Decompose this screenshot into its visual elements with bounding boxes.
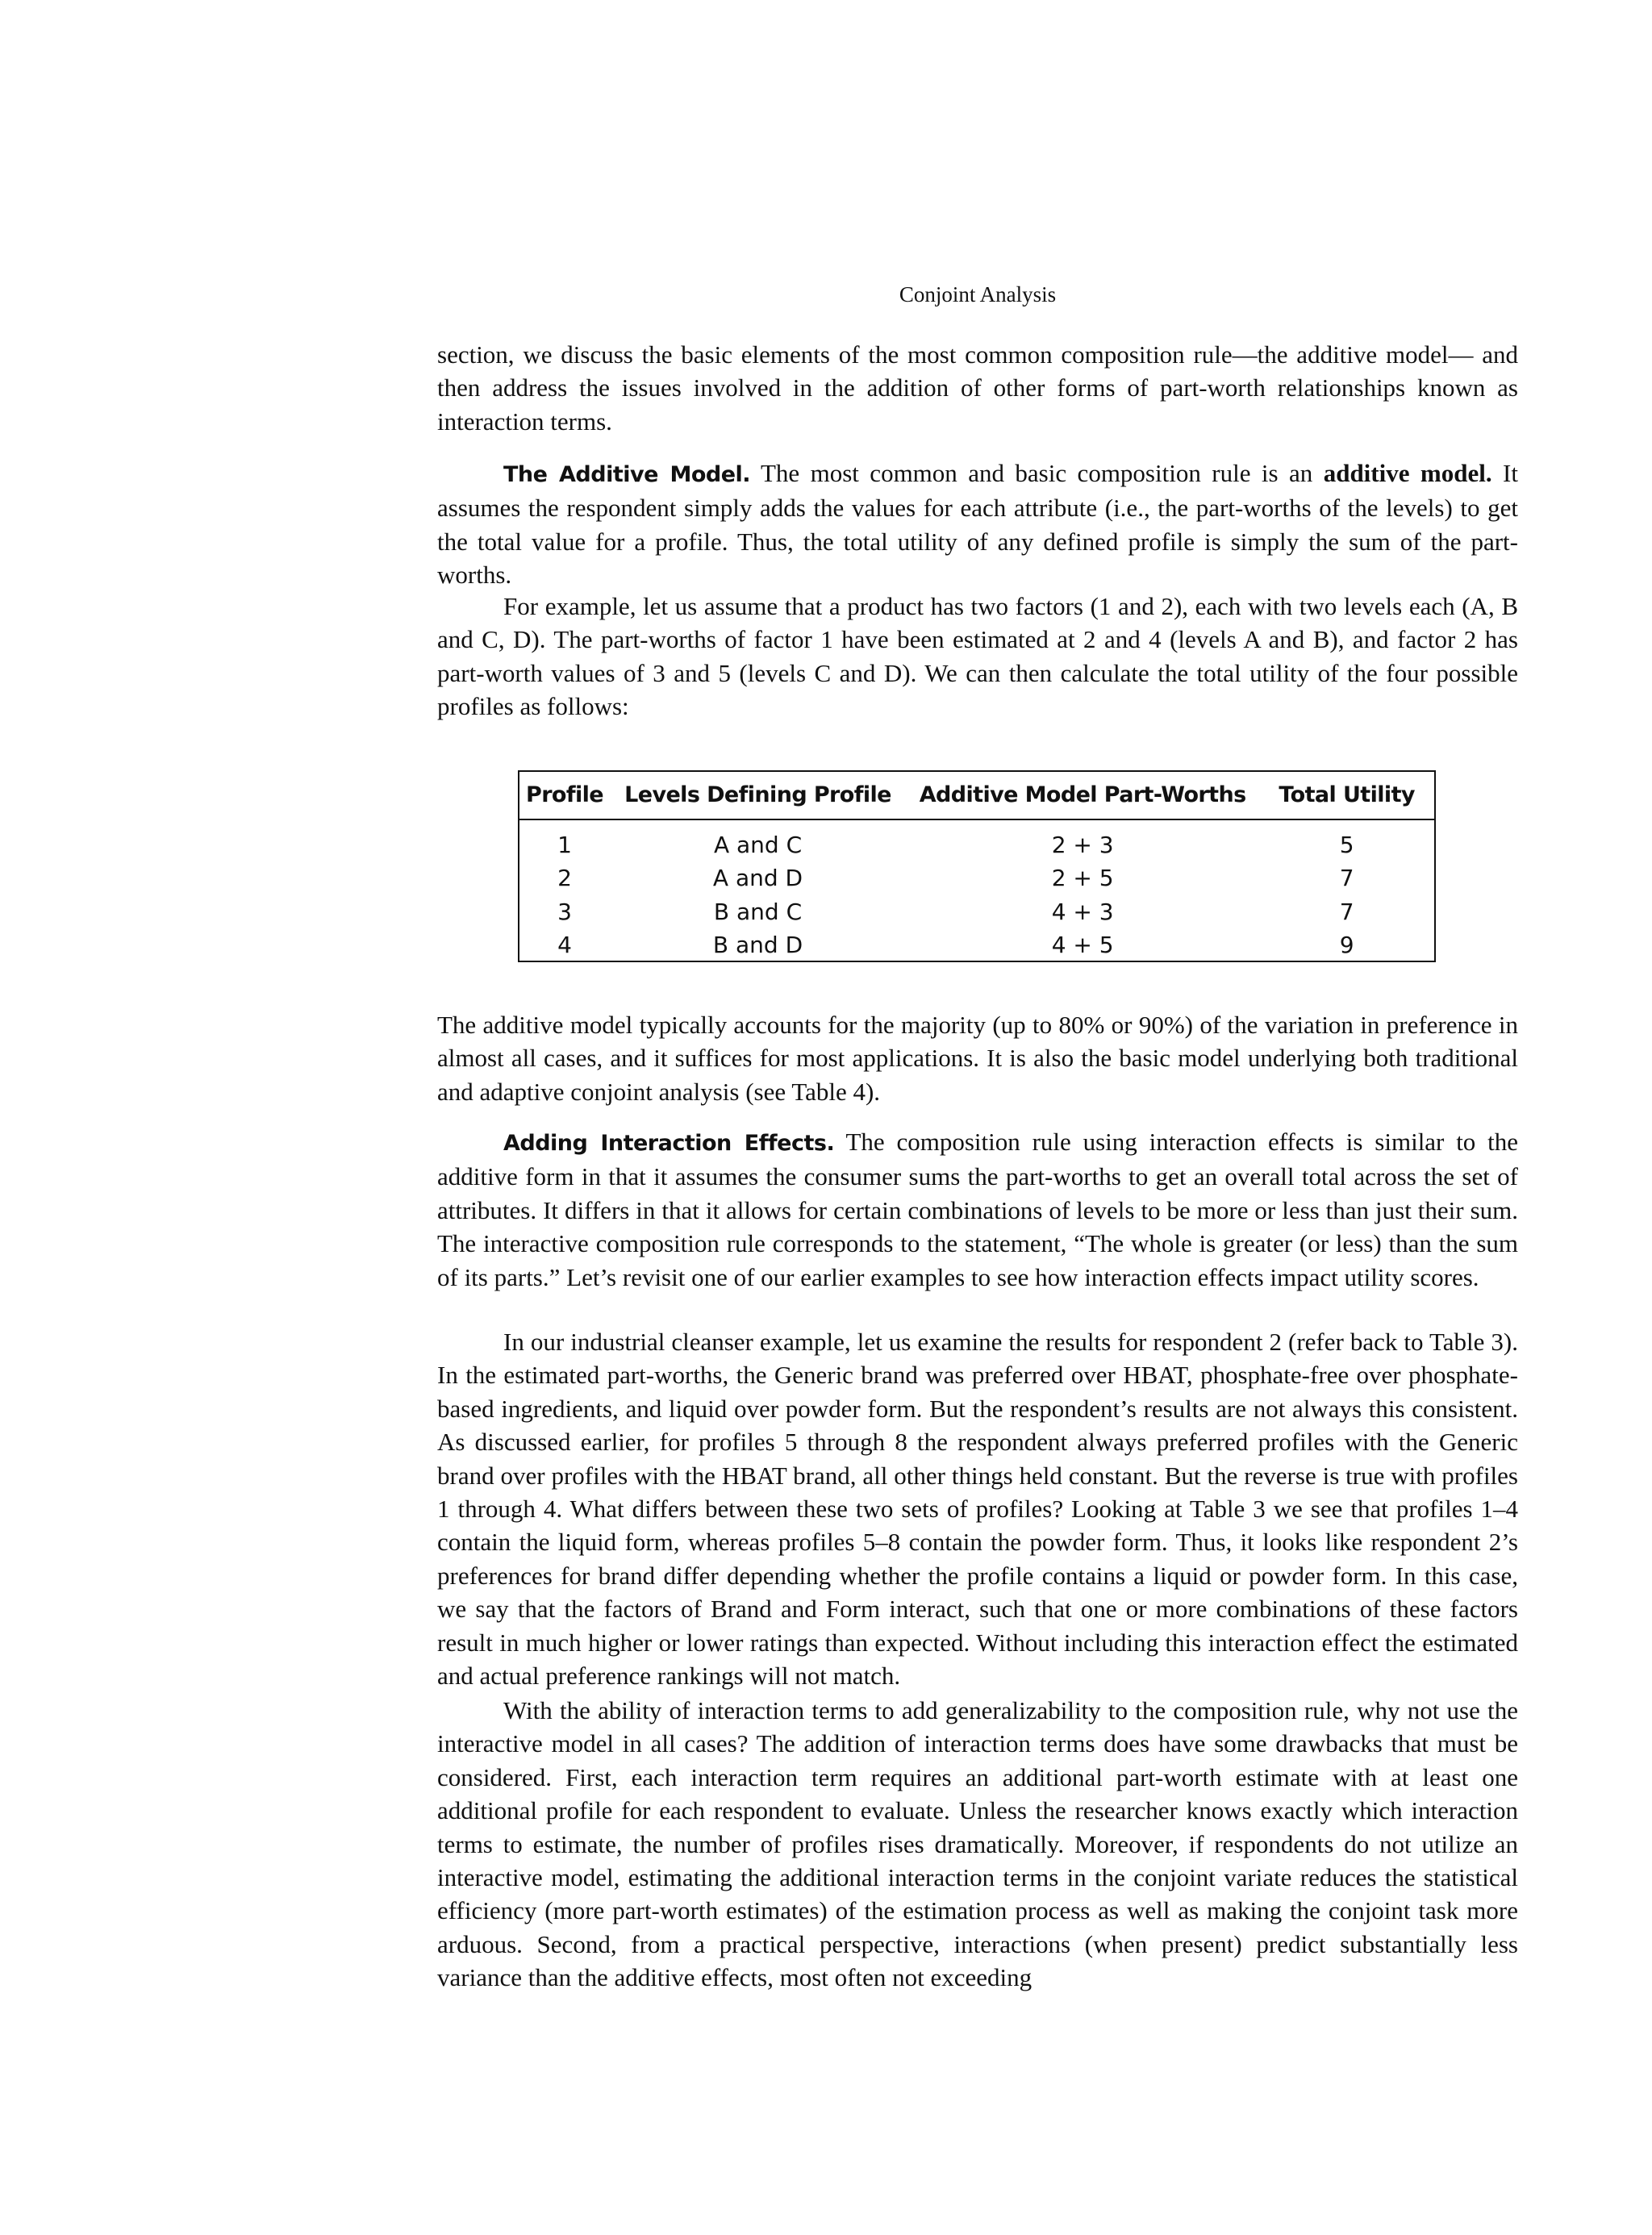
- cell-profile: 4: [557, 932, 572, 959]
- cell-profile: 2: [557, 865, 572, 892]
- table-row: [519, 928, 1434, 961]
- cell-levels: A and C: [713, 832, 803, 858]
- cell-part-worths: 2 + 3: [1051, 832, 1114, 858]
- section-heading-additive-model: The Additive Model.: [503, 462, 751, 487]
- additive-text-2: It assumes the respondent simply adds the values for each attribute (i.e., the part-worths of the levels) to get the total value for a profile. Thus, the total utility of any defined profile is simply the sum of the part-worths.: [437, 459, 1518, 590]
- table-header-row: [519, 772, 1434, 819]
- column-header-profile: Profile: [519, 772, 610, 819]
- paragraph-intro: section, we discuss the basic elements of the most common composition rule—the additive model— and then address the issues involved in the addition of other forms of part-worth relationships known as interaction terms.: [437, 340, 1518, 436]
- paragraph-after-table: The additive model typically accounts for the majority (up to 80% or 90%) of the variation in preference in almost all cases, and it suffices for most applications. It is also the basic model underlying both traditional and adaptive conjoint analysis (see Table 4).: [437, 1011, 1518, 1106]
- cell-total-utility: 5: [1339, 832, 1354, 858]
- section-heading-interaction-effects: Adding Interaction Effects.: [503, 1131, 835, 1156]
- table-row: [519, 819, 1434, 861]
- column-header-part-worths: Additive Model Part-Worths: [906, 772, 1259, 819]
- table-row: [519, 861, 1434, 894]
- cell-part-worths: 2 + 5: [1051, 865, 1114, 892]
- profile-utility-table: [518, 770, 1436, 962]
- cell-total-utility: 7: [1339, 865, 1354, 892]
- cell-total-utility: 9: [1339, 932, 1354, 959]
- running-head: Conjoint Analysis: [899, 282, 1057, 306]
- cell-part-worths: 4 + 5: [1051, 932, 1114, 959]
- paragraph-cleanser-example: In our industrial cleanser example, let us examine the results for respondent 2 (refer back to Table 3). In the estimated part-worths, the Generic brand was preferred over HBAT, phosphate-free over phosphate-based ingredients, and liquid over powder form. But the respondent’s results are not always this consistent. As discussed earlier, for profiles 5 through 8 the respondent always preferred profiles with the Generic brand over profiles with the HBAT brand, all other things held constant. But the reverse is true with profiles 1 through 4. What differs between these two sets of profiles? Looking at Table 3 we see that profiles 1–4 contain the liquid form, whereas profiles 5–8 contain the powder form. Thus, it looks like respondent 2’s preferences for brand differ depending whether the profile contains a liquid or powder form. In this case, we say that the factors of Brand and Form interact, such that one or more combinations of these factors result in much higher or lower ratings than expected. Without including this interaction effect the estimated and actual preference rankings will not match.: [437, 1328, 1518, 1691]
- additive-bold-term: additive model.: [1323, 459, 1492, 487]
- interaction-text: The composition rule using interaction effects is similar to the additive form in that it assumes the consumer sums the part-worths to get an overall total across the set of attributes. It differs in that it allows for certain combinations of levels to be more or less than just their sum. The interactive composition rule corresponds to the statement, “The whole is greater (or less) than the sum of its parts.” Let’s revisit one of our earlier examples to see how interaction effects impact utility scores.: [437, 1128, 1518, 1291]
- paragraph-example: For example, let us assume that a product has two factors (1 and 2), each with two levels each (A, B and C, D). The part-worths of factor 1 have been estimated at 2 and 4 (levels A and B), and factor 2 has part-worth values of 3 and 5 (levels C and D). We can then calculate the total utility of the four possible profiles as follows:: [437, 592, 1518, 721]
- table-row: [519, 895, 1434, 928]
- cell-profile: 3: [557, 898, 572, 925]
- paragraph-interaction-drawbacks: With the ability of interaction terms to add generalizability to the composition rule, why not use the interactive model in all cases? The addition of interaction terms does have some drawbacks that must be considered. First, each interaction term requires an additional part-worth estimate with at least one additional profile for each respondent to evaluate. Unless the researcher knows exactly which interaction terms to estimate, the number of profiles rises dramatically. Moreover, if respondents do not utilize an interactive model, estimating the additional interaction terms in the conjoint variate reduces the statistical efficiency (more part-worth estimates) of the estimation process as well as making the conjoint task more arduous. Second, from a practical perspective, interactions (when present) predict substantially less variance than the additive effects, most often not exceeding: [437, 1696, 1518, 1992]
- paragraph-interaction-effects: [437, 1125, 1518, 1294]
- paragraph-additive-model: [437, 457, 1518, 592]
- additive-text-1: The most common and basic composition rule is an: [750, 459, 1324, 487]
- column-header-levels: Levels Defining Profile: [610, 772, 906, 819]
- cell-levels: B and C: [713, 898, 803, 925]
- cell-total-utility: 7: [1339, 898, 1354, 925]
- column-header-total-utility: Total Utility: [1259, 772, 1434, 819]
- cell-levels: B and D: [712, 932, 803, 959]
- cell-part-worths: 4 + 3: [1051, 898, 1114, 925]
- cell-levels: A and D: [712, 865, 803, 892]
- cell-profile: 1: [557, 832, 572, 858]
